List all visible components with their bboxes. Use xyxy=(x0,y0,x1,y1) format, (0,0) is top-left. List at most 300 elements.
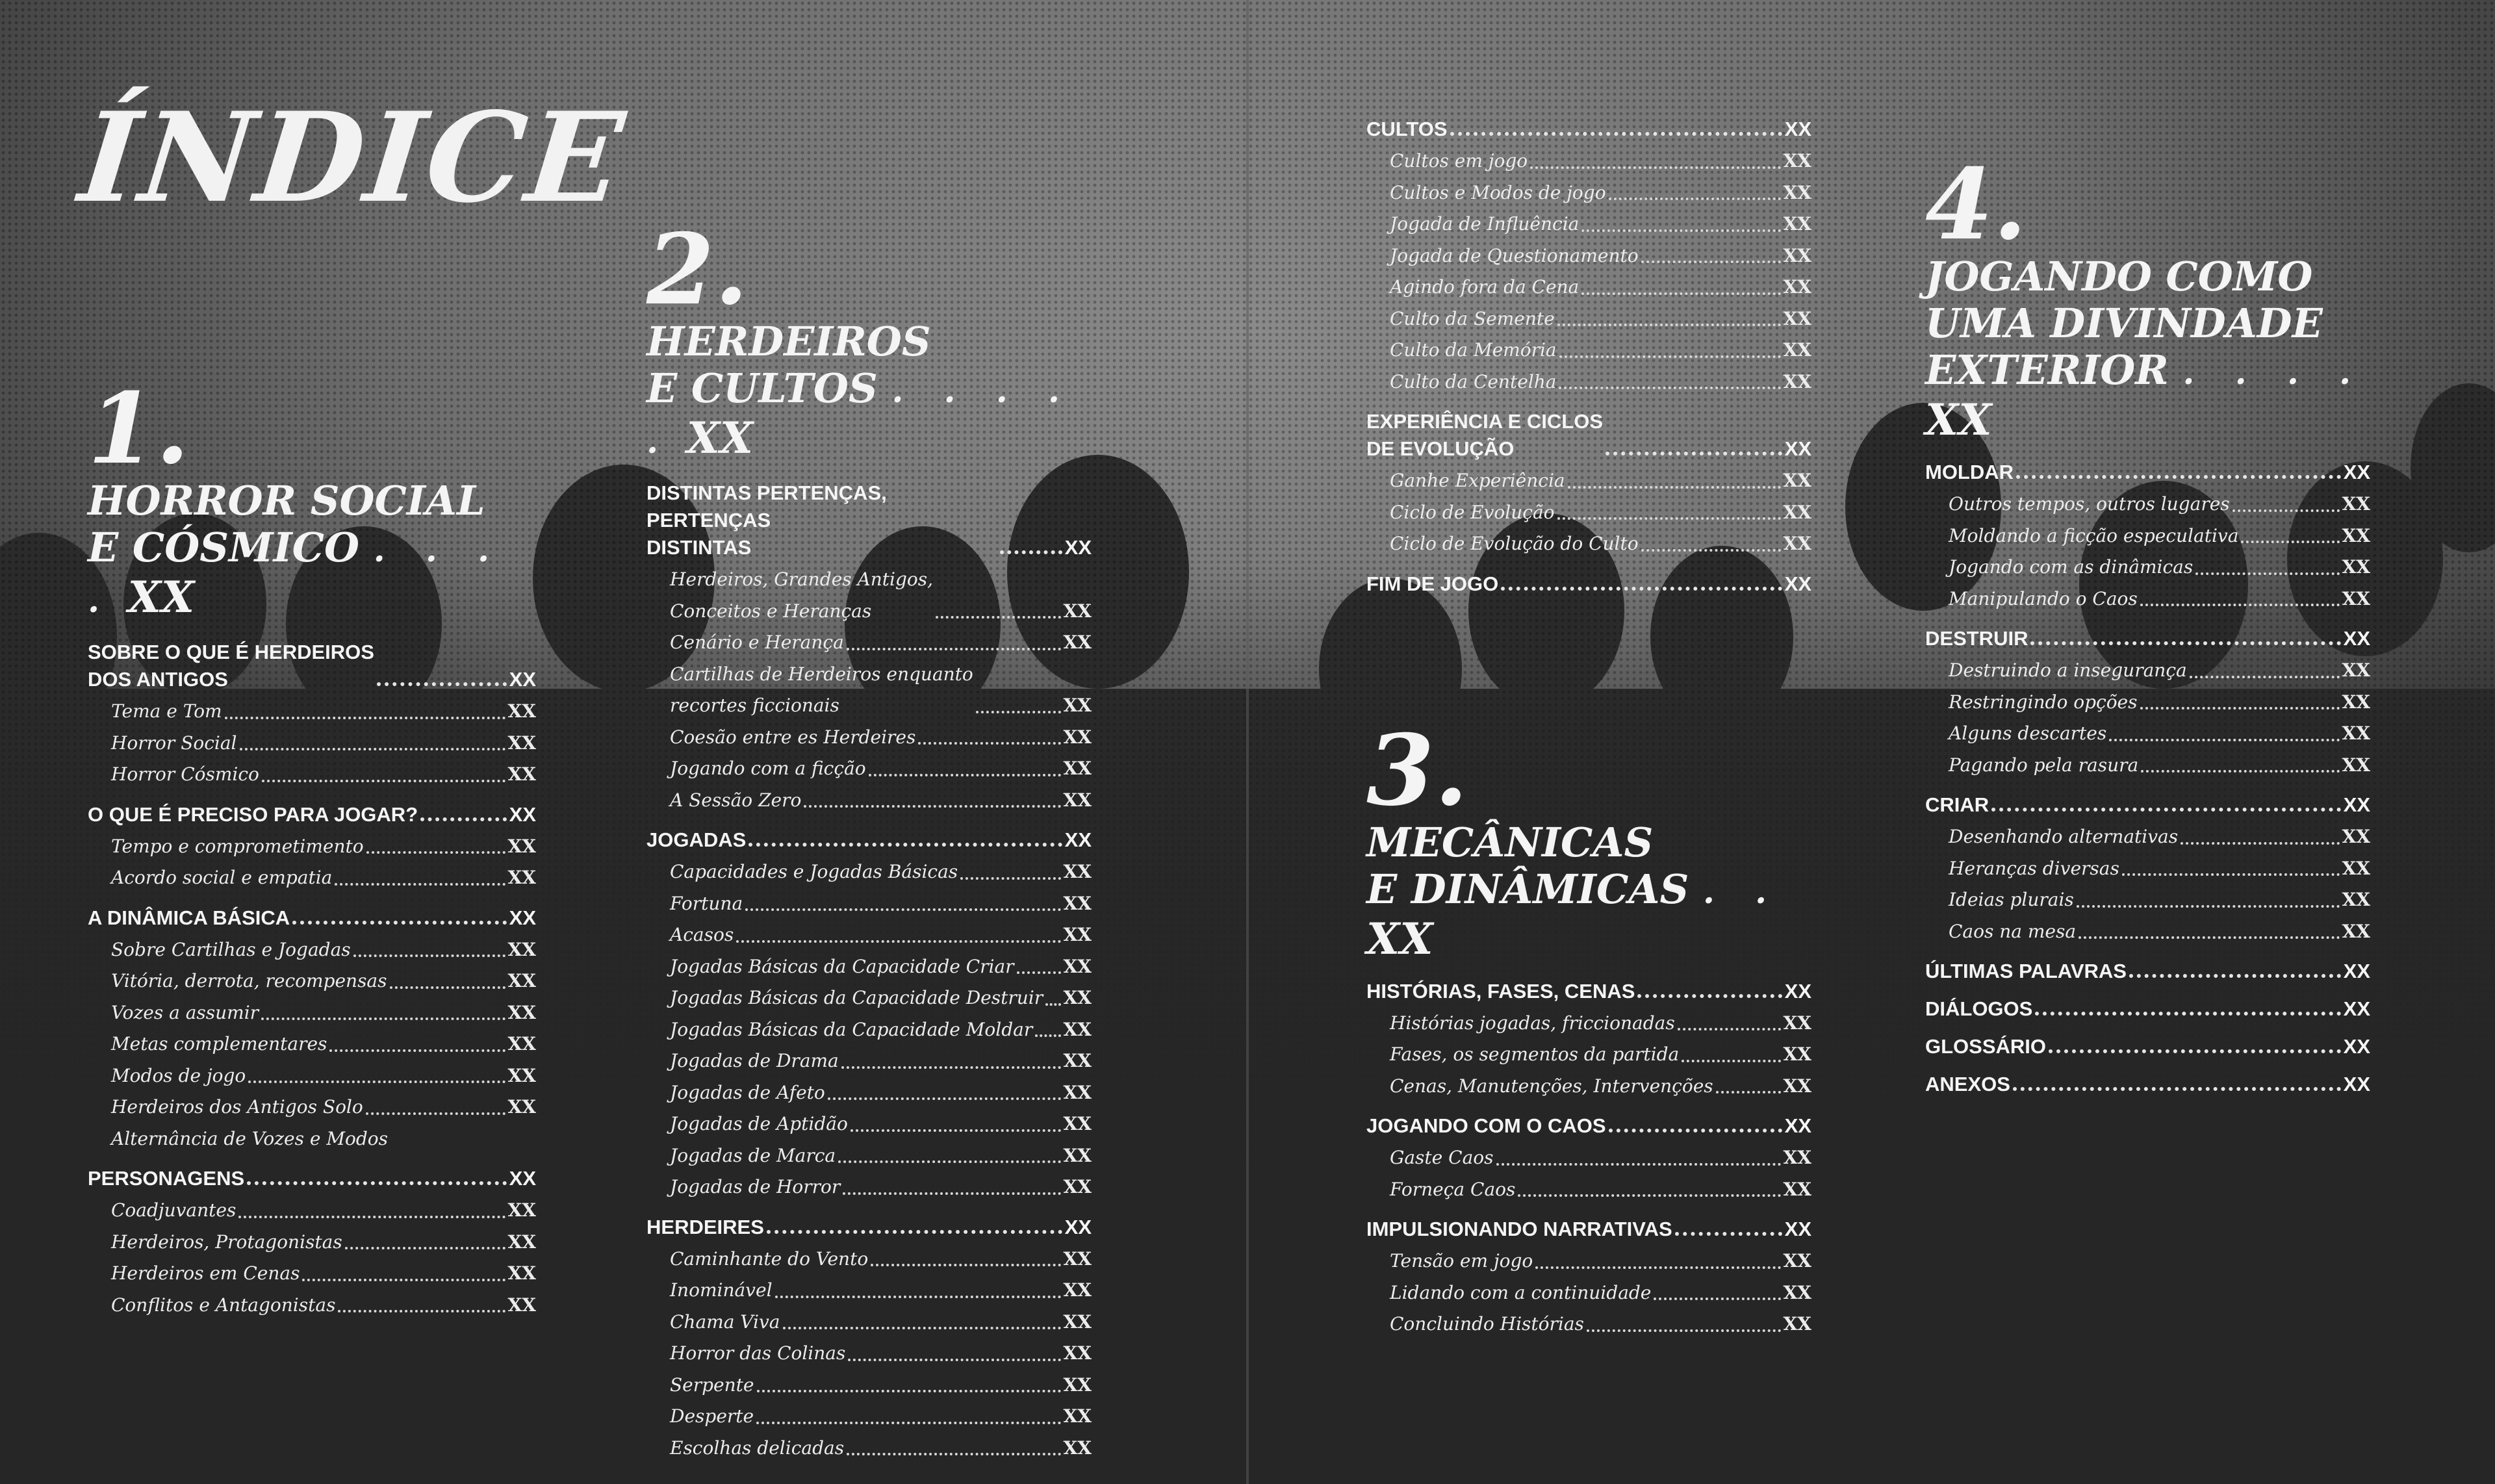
section-heading-link[interactable] xyxy=(646,826,1092,854)
subsection-entry[interactable] xyxy=(670,564,1092,627)
subsection-title: Jogadas Básicas da Capacidade Moldar xyxy=(670,1018,1033,1040)
subsection-page-number: XX xyxy=(507,867,536,888)
subsection-title: Heranças diversas xyxy=(1949,857,2119,879)
dot-leader xyxy=(2140,604,2340,606)
subsection-title: Herdeiros, Grandes Antigos, Conceitos e Heranças xyxy=(670,569,933,622)
dot-leader xyxy=(1045,1003,1060,1006)
subsection-page-number: XX xyxy=(507,1262,536,1284)
subsection-entry[interactable] xyxy=(1390,209,1811,240)
section-title: ÚLTIMAS PALAVRAS xyxy=(1925,960,2127,982)
subsection-page-number: XX xyxy=(507,970,536,991)
chapter-dot-leader: . . . . xyxy=(2182,353,2366,392)
toc-section xyxy=(646,1214,1092,1465)
dot-leader xyxy=(1530,166,1780,169)
subsection-page-number: XX xyxy=(1063,955,1092,977)
subsection-page-number: XX xyxy=(1783,1147,1811,1168)
section-heading-link[interactable] xyxy=(88,801,536,828)
subsection-entry[interactable] xyxy=(111,1029,536,1060)
chapter-title-text: E DINÂMICAS xyxy=(1366,865,1689,913)
subsection-page-number: XX xyxy=(2342,587,2370,609)
subsection-list xyxy=(646,1244,1092,1465)
subsection-page-number: XX xyxy=(2342,857,2370,879)
subsection-entry[interactable] xyxy=(1390,1142,1811,1174)
subsection-entry[interactable] xyxy=(111,1258,536,1290)
dot-leader xyxy=(1609,1129,1782,1132)
chapter-title-text: E CULTOS xyxy=(646,365,878,412)
subsection-title: Concluindo Histórias xyxy=(1390,1313,1584,1335)
section-heading-link[interactable] xyxy=(1925,958,2370,985)
subsection-list xyxy=(1366,1008,1811,1103)
subsection-entry[interactable] xyxy=(111,1060,536,1092)
subsection-page-number: XX xyxy=(1063,924,1092,945)
subsection-entry[interactable] xyxy=(111,759,536,791)
subsection-title: Culto da Centelha xyxy=(1390,370,1557,392)
dot-leader xyxy=(1641,549,1781,552)
subsection-entry[interactable] xyxy=(1390,146,1811,177)
subsection-entry[interactable] xyxy=(670,1045,1092,1077)
subsection-title: Jogadas Básicas da Capacidade Criar xyxy=(670,955,1014,977)
dot-leader xyxy=(756,1422,1060,1424)
subsection-title: Jogadas de Marca xyxy=(670,1144,836,1166)
subsection-title: Jogando com a ficção xyxy=(670,758,866,779)
dot-leader xyxy=(353,954,505,957)
subsection-page-number: XX xyxy=(1783,370,1811,392)
chapter-title-line xyxy=(646,318,1092,365)
subsection-title: Coadjuvantes xyxy=(111,1199,237,1221)
subsection-page-number: XX xyxy=(1783,276,1811,298)
section-title: PERSONAGENS xyxy=(88,1167,245,1190)
subsection-title: Jogando com as dinâmicas xyxy=(1949,556,2194,578)
dot-leader xyxy=(804,805,1060,808)
dot-leader xyxy=(847,1453,1060,1455)
section-heading-link[interactable] xyxy=(1366,116,1811,143)
chapter-page-number: XX xyxy=(1925,394,1992,445)
chapter-title-line xyxy=(1925,300,2370,347)
subsection-entry[interactable] xyxy=(1949,821,2370,853)
subsection-title: Metas complementares xyxy=(111,1033,327,1055)
section-heading-link[interactable] xyxy=(88,1165,536,1192)
subsection-list xyxy=(646,564,1092,816)
dot-leader xyxy=(1496,1163,1781,1166)
section-page-number: XX xyxy=(1064,828,1092,851)
dot-leader xyxy=(1450,132,1782,136)
subsection-page-number: XX xyxy=(1783,1178,1811,1200)
subsection-page-number: XX xyxy=(1783,181,1811,203)
subsection-title: Desperte xyxy=(670,1405,754,1427)
dot-leader xyxy=(2077,905,2340,908)
chapter-title-link[interactable] xyxy=(646,318,1092,465)
subsection-title: Jogadas Básicas da Capacidade Destruir xyxy=(670,987,1043,1008)
dot-leader xyxy=(1641,261,1781,263)
subsection-title: Acordo social e empatia xyxy=(111,867,333,888)
dot-leader xyxy=(2122,873,2340,876)
dot-leader xyxy=(745,908,1060,911)
subsection-entry[interactable] xyxy=(670,982,1092,1014)
subsection-entry[interactable] xyxy=(1949,583,2370,615)
section-page-number: XX xyxy=(2343,997,2370,1020)
dot-leader xyxy=(736,940,1060,943)
subsection-entry[interactable] xyxy=(1390,335,1811,366)
chapter-title-text: UMA DIVINDADE xyxy=(1925,300,2323,347)
section-page-number: XX xyxy=(2343,960,2370,982)
subsection-page-number: XX xyxy=(1063,1018,1092,1040)
subsection-entry[interactable] xyxy=(1390,177,1811,209)
dot-leader xyxy=(1000,550,1062,554)
section-page-number: XX xyxy=(2343,1073,2370,1095)
chapter-2-column xyxy=(646,212,1092,1474)
dot-leader xyxy=(2241,541,2339,543)
dot-leader xyxy=(2233,509,2340,512)
dot-leader xyxy=(960,877,1060,880)
section-heading-link[interactable] xyxy=(1366,570,1811,598)
subsection-page-number: XX xyxy=(507,700,536,722)
subsection-entry[interactable] xyxy=(670,951,1092,983)
dot-leader xyxy=(329,1049,505,1052)
subsection-page-number: XX xyxy=(1063,1050,1092,1071)
subsection-page-number: XX xyxy=(1783,1012,1811,1034)
subsection-page-number: XX xyxy=(1063,1405,1092,1427)
dot-leader xyxy=(2141,770,2339,773)
subsection-title: Culto da Memória xyxy=(1390,339,1557,361)
chapter-number: 2. xyxy=(646,212,748,327)
toc-section xyxy=(88,639,536,791)
subsection-title: Jogada de Influência xyxy=(1390,213,1580,235)
section-page-number: XX xyxy=(509,802,536,826)
dot-leader xyxy=(767,1230,1062,1234)
chapter-title-link[interactable] xyxy=(1366,819,1811,964)
subsection-title: Coesão entre es Herdeires xyxy=(670,726,916,748)
toc-section xyxy=(1366,408,1811,560)
subsection-entry[interactable] xyxy=(1949,687,2370,719)
subsection-entry[interactable] xyxy=(670,1140,1092,1172)
subsection-title: Lidando com a continuidade xyxy=(1390,1281,1652,1303)
subsection-entry[interactable] xyxy=(1949,718,2370,750)
dot-leader xyxy=(366,851,505,854)
section-heading-link[interactable] xyxy=(1925,1071,2370,1098)
subsection-page-number: XX xyxy=(1783,533,1811,554)
chapter-1-column xyxy=(88,372,536,1331)
section-heading-link[interactable] xyxy=(1366,1216,1811,1243)
subsection-entry[interactable] xyxy=(1949,552,2370,583)
dot-leader xyxy=(851,1129,1061,1132)
section-heading-link[interactable] xyxy=(1925,791,2370,819)
subsection-entry[interactable] xyxy=(670,1077,1092,1109)
section-page-number: XX xyxy=(1064,1215,1092,1238)
subsection-list xyxy=(88,1195,536,1321)
dot-leader xyxy=(869,774,1061,776)
dot-leader xyxy=(2129,974,2341,978)
dot-leader xyxy=(390,986,505,989)
dot-leader xyxy=(1682,1060,1780,1062)
dot-leader xyxy=(1501,587,1782,591)
subsection-title: Fortuna xyxy=(670,892,743,914)
subsection-entry[interactable] xyxy=(670,659,1092,722)
subsection-entry[interactable] xyxy=(670,1307,1092,1338)
subsection-entry[interactable] xyxy=(1949,884,2370,916)
subsection-entry[interactable] xyxy=(111,1092,536,1123)
subsection-entry[interactable] xyxy=(670,627,1092,659)
subsection-page-number: XX xyxy=(1783,213,1811,235)
section-page-number: XX xyxy=(2343,461,2370,483)
dot-leader xyxy=(2140,707,2340,710)
toc-section xyxy=(1925,791,2370,947)
dot-leader xyxy=(2035,1012,2340,1016)
subsection-entry[interactable] xyxy=(111,1290,536,1322)
section-title: CULTOS xyxy=(1366,118,1448,140)
chapter-4-column xyxy=(1925,147,2370,1108)
subsection-page-number: XX xyxy=(1063,1144,1092,1166)
chapter-title-line xyxy=(88,524,536,624)
section-page-number: XX xyxy=(1784,437,1811,460)
toc-section xyxy=(1925,625,2370,781)
subsection-entry[interactable] xyxy=(111,934,536,966)
subsection-title: Cultos e Modos de jogo xyxy=(1390,181,1606,203)
subsection-entry[interactable] xyxy=(670,1108,1092,1140)
subsection-entry[interactable] xyxy=(111,997,536,1029)
subsection-title: Horror Social xyxy=(111,732,237,754)
subsection-page-number: XX xyxy=(2342,889,2370,910)
subsection-title: Ciclo de Evolução do Culto xyxy=(1390,533,1639,554)
subsection-title: Cartilhas de Herdeiros enquanto recortes ficcionais xyxy=(670,663,973,716)
book-spine-divider xyxy=(1246,0,1249,1484)
subsection-title: Cultos em jogo xyxy=(1390,150,1528,172)
subsection-entry[interactable] xyxy=(1390,366,1811,398)
subsection-entry[interactable] xyxy=(1390,240,1811,272)
toc-section xyxy=(1925,459,2370,615)
subsection-title: Culto da Semente xyxy=(1390,307,1555,329)
dot-leader xyxy=(1035,1034,1060,1037)
subsection-entry[interactable] xyxy=(111,1195,536,1227)
subsection-title: Tensão em jogo xyxy=(1390,1250,1533,1272)
dot-leader xyxy=(238,1216,505,1218)
section-page-number: XX xyxy=(2343,1035,2370,1058)
dot-leader xyxy=(240,748,505,750)
subsection-page-number: XX xyxy=(1783,1313,1811,1335)
section-heading-link[interactable] xyxy=(1925,625,2370,652)
subsection-page-number: XX xyxy=(1783,244,1811,266)
subsection-entry[interactable] xyxy=(1949,520,2370,552)
subsection-page-number: XX xyxy=(507,1096,536,1118)
subsection-title: Escolhas delicadas xyxy=(670,1437,845,1459)
section-heading-link[interactable] xyxy=(1366,978,1811,1005)
dot-leader xyxy=(847,648,1061,650)
subsection-entry[interactable] xyxy=(1390,1277,1811,1309)
chapter-dot-leader: . . xyxy=(1702,871,1782,912)
toc-section xyxy=(1925,995,2370,1023)
subsection-title: Herdeiros dos Antigos Solo xyxy=(111,1096,363,1118)
dot-leader xyxy=(871,1264,1060,1266)
section-heading-link[interactable] xyxy=(646,480,1092,561)
dot-leader xyxy=(2030,641,2340,645)
subsection-list xyxy=(1366,1142,1811,1205)
chapter-title-line xyxy=(88,478,536,524)
dot-leader xyxy=(748,843,1062,847)
subsection-title: Herdeiros, Protagonistas xyxy=(111,1231,342,1253)
chapter-page-number: XX xyxy=(1366,913,1433,964)
chapter-spacer xyxy=(1366,608,1811,722)
section-heading-link[interactable] xyxy=(88,904,536,932)
section-page-number: XX xyxy=(509,906,536,929)
subsection-list xyxy=(1925,489,2370,615)
subsection-entry[interactable] xyxy=(111,862,536,894)
subsection-title: Conflitos e Antagonistas xyxy=(111,1294,336,1316)
subsection-entry[interactable] xyxy=(670,753,1092,785)
toc-section xyxy=(1366,1216,1811,1340)
subsection-entry[interactable] xyxy=(111,1227,536,1259)
subsection-entry[interactable] xyxy=(1390,1008,1811,1040)
section-page-number: XX xyxy=(509,668,536,691)
dot-leader xyxy=(1991,808,2340,812)
subsection-page-number: XX xyxy=(1783,501,1811,523)
subsection-entry[interactable] xyxy=(111,831,536,863)
section-page-number: XX xyxy=(2343,793,2370,816)
subsection-title: Gaste Caos xyxy=(1390,1147,1494,1168)
subsection-page-number: XX xyxy=(2342,920,2370,942)
subsection-page-number: XX xyxy=(1783,339,1811,361)
section-title: GLOSSÁRIO xyxy=(1925,1035,2047,1058)
subsection-entry[interactable] xyxy=(1390,272,1811,303)
subsection-entry[interactable] xyxy=(670,1244,1092,1275)
subsection-entry[interactable] xyxy=(1390,528,1811,560)
subsection-page-number: XX xyxy=(1783,150,1811,172)
subsection-page-number: XX xyxy=(2342,691,2370,713)
toc-section xyxy=(646,480,1092,816)
subsection-entry[interactable] xyxy=(670,1171,1092,1203)
subsection-list xyxy=(1925,655,2370,781)
subsection-title: Caos na mesa xyxy=(1949,920,2077,942)
subsection-entry[interactable] xyxy=(1949,489,2370,520)
chapter-3-column xyxy=(1366,116,1811,1351)
subsection-entry[interactable] xyxy=(1390,465,1811,497)
subsection-page-number: XX xyxy=(507,1231,536,1253)
dot-leader xyxy=(1518,1194,1780,1197)
chapter-title-text: MECÂNICAS xyxy=(1366,818,1654,866)
toc-section xyxy=(1366,1112,1811,1205)
dot-leader xyxy=(248,1081,505,1083)
subsection-title: Horror Cósmico xyxy=(111,763,259,785)
section-title: JOGADAS xyxy=(646,828,747,851)
section-heading-link[interactable] xyxy=(1925,995,2370,1023)
subsection-entry[interactable] xyxy=(670,919,1092,951)
subsection-title: Herdeiros em Cenas xyxy=(111,1262,300,1284)
subsection-title: Jogadas de Horror xyxy=(670,1176,841,1197)
subsection-list xyxy=(1925,821,2370,947)
dot-leader xyxy=(1606,452,1782,455)
subsection-entry[interactable] xyxy=(670,1370,1092,1401)
dot-leader xyxy=(1581,292,1780,295)
subsection-entry[interactable] xyxy=(670,1275,1092,1307)
subsection-entry[interactable] xyxy=(111,966,536,997)
subsection-page-number: XX xyxy=(1063,1113,1092,1134)
subsection-entry[interactable] xyxy=(1390,1174,1811,1206)
dot-leader xyxy=(1535,1266,1780,1269)
chapter-title-link[interactable] xyxy=(88,478,536,624)
subsection-title: Destruindo a insegurança xyxy=(1949,659,2187,681)
subsection-entry[interactable] xyxy=(1390,1309,1811,1340)
subsection-entry[interactable] xyxy=(1390,1071,1811,1103)
dot-leader xyxy=(1559,355,1781,358)
dot-leader xyxy=(918,742,1060,745)
subsection-title: Jogada de Questionamento xyxy=(1390,244,1639,266)
chapter-title-link[interactable] xyxy=(1925,253,2370,444)
subsection-page-number: XX xyxy=(2342,659,2370,681)
dot-leader xyxy=(783,1327,1061,1329)
subsection-title: Modos de jogo xyxy=(111,1064,246,1086)
subsection-entry[interactable] xyxy=(670,1401,1092,1433)
dot-leader xyxy=(2079,936,2339,939)
subsection-title: Jogadas de Drama xyxy=(670,1050,839,1071)
subsection-page-number: XX xyxy=(1063,758,1092,779)
subsection-entry[interactable] xyxy=(1949,655,2370,687)
chapter-number: 4. xyxy=(1925,147,2027,262)
section-heading-link[interactable] xyxy=(88,639,536,693)
section-page-number: XX xyxy=(2343,627,2370,650)
dot-leader xyxy=(2195,572,2339,575)
subsection-entry[interactable] xyxy=(111,728,536,760)
subsection-page-number: XX xyxy=(2342,556,2370,578)
toc-section xyxy=(1925,1071,2370,1098)
subsection-entry[interactable] xyxy=(670,722,1092,754)
subsection-list xyxy=(646,856,1092,1203)
dot-leader xyxy=(2109,739,2339,741)
subsection-entry[interactable] xyxy=(670,856,1092,888)
subsection-title: Agindo fora da Cena xyxy=(1390,276,1580,298)
subsection-entry[interactable] xyxy=(1390,497,1811,529)
subsection-page-number: XX xyxy=(1063,632,1092,653)
section-heading-link[interactable] xyxy=(1366,408,1811,463)
section-heading-link[interactable] xyxy=(1925,1033,2370,1060)
subsection-entry[interactable] xyxy=(111,1123,536,1155)
section-heading-link[interactable] xyxy=(646,1214,1092,1241)
subsection-title: Caminhante do Vento xyxy=(670,1247,869,1270)
subsection-entry[interactable] xyxy=(1949,916,2370,948)
subsection-page-number: XX xyxy=(1063,695,1092,716)
subsection-title: Cenário e Herança xyxy=(670,632,844,653)
subsection-entry[interactable] xyxy=(670,1014,1092,1046)
subsection-entry[interactable] xyxy=(1390,1039,1811,1071)
subsection-title: Jogadas de Aptidão xyxy=(670,1113,848,1134)
chapter-number: 1. xyxy=(88,372,190,486)
subsection-page-number: XX xyxy=(1783,1043,1811,1065)
subsection-page-number: XX xyxy=(1063,726,1092,748)
section-heading-link[interactable] xyxy=(1366,1112,1811,1140)
section-heading-link[interactable] xyxy=(1925,459,2370,486)
subsection-entry[interactable] xyxy=(670,785,1092,817)
dot-leader xyxy=(2016,475,2341,479)
dot-leader xyxy=(775,1296,1061,1298)
subsection-entry[interactable] xyxy=(670,1338,1092,1370)
subsection-title: Inominável xyxy=(670,1279,773,1301)
subsection-page-number: XX xyxy=(1783,470,1811,491)
subsection-entry[interactable] xyxy=(1949,853,2370,885)
subsection-page-number: XX xyxy=(2342,723,2370,744)
subsection-page-number: XX xyxy=(2342,493,2370,515)
subsection-entry[interactable] xyxy=(1390,303,1811,335)
dot-leader xyxy=(2013,1087,2341,1091)
subsection-entry[interactable] xyxy=(670,888,1092,920)
subsection-list xyxy=(1366,465,1811,560)
dot-leader xyxy=(2181,842,2339,845)
dot-leader xyxy=(345,1247,505,1249)
subsection-title: Capacidades e Jogadas Básicas xyxy=(670,861,958,882)
chapter-title-line xyxy=(646,365,1092,465)
subsection-entry[interactable] xyxy=(670,1433,1092,1465)
subsection-entry[interactable] xyxy=(1390,1246,1811,1277)
subsection-entry[interactable] xyxy=(1949,750,2370,782)
subsection-title: Fases, os segmentos da partida xyxy=(1390,1043,1680,1065)
dot-leader xyxy=(838,1160,1060,1163)
subsection-entry[interactable] xyxy=(111,696,536,728)
